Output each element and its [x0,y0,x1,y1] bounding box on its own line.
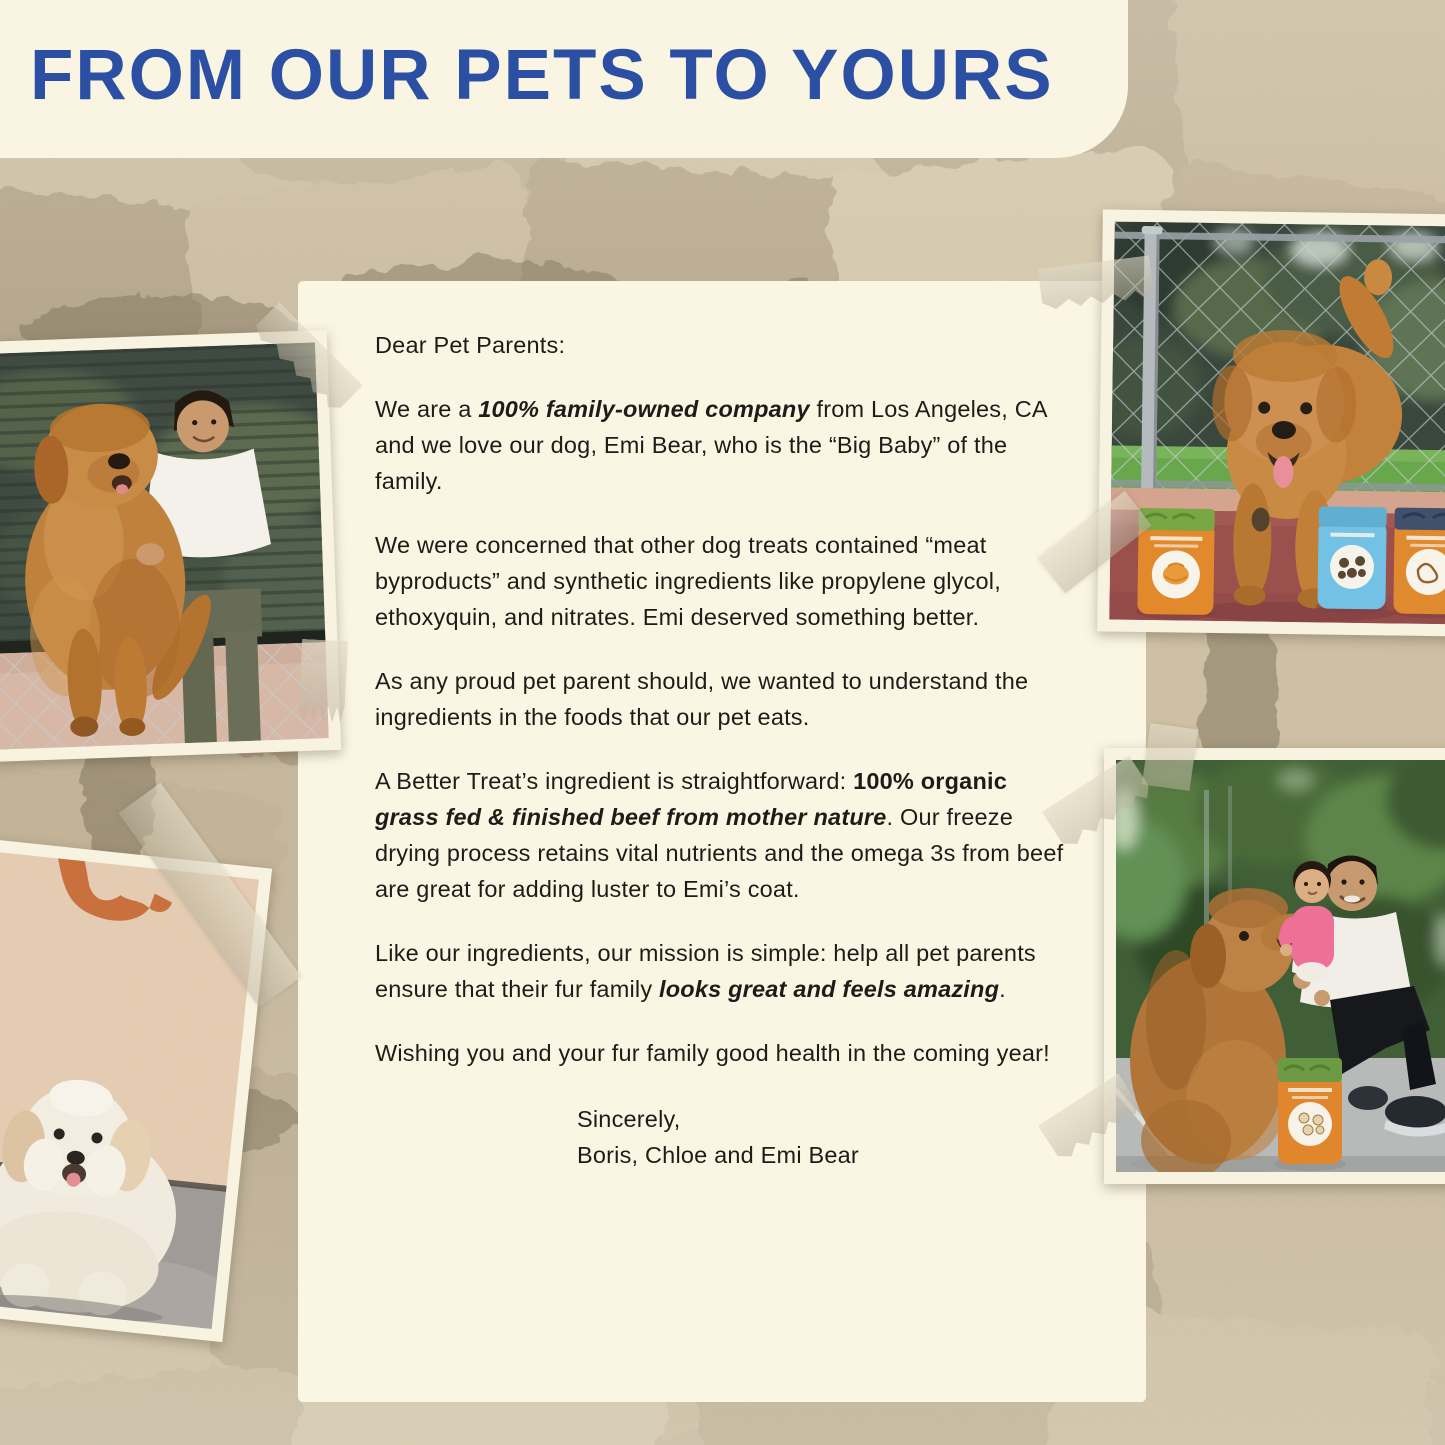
letter-salutation: Dear Pet Parents: [375,332,566,358]
letter-paragraph: Like our ingredients, our mission is simple: help all pet parents ensure that their fur family looks great and feels amazing. [375,940,1036,1002]
letter-body [375,327,1075,1173]
photo-family-image [1116,760,1445,1172]
letter-paragraph: A Better Treat’s ingredient is straightforward: 100% organic grass fed & finished beef from mother nature. Our freeze drying process retains vital nutrients and the omega 3s from beef are great for adding luster to Emi’s coat. [375,768,1064,902]
tape-strip [1142,723,1198,791]
letter-paragraph: We were concerned that other dog treats contained “meat byproducts” and synthetic ingredients like propylene glycol, ethoxyquin, and nitrates. Emi deserved something better. [375,532,1001,630]
photo-family [1104,748,1445,1184]
signature: Boris, Chloe and Emi Bear [577,1142,859,1168]
letter-paragraph: We are a 100% family-owned company from Los Angeles, CA and we love our dog, Emi Bear, who is the “Big Baby” of the family. [375,396,1047,494]
tape-strip [298,639,348,723]
closing-word: Sincerely, [577,1106,681,1132]
page-title: FROM OUR PETS TO YOURS [30,36,1054,115]
letter-paragraph: Wishing you and your fur family good health in the coming year! [375,1040,1050,1066]
photo-dog-with-treat-bags-image [1109,222,1445,625]
letter-closing [577,1101,1075,1173]
header-banner [0,0,1128,158]
letter-paragraph: As any proud pet parent should, we wanted to understand the ingredients in the foods that our pet eats. [375,668,1029,730]
letter-panel [298,281,1146,1402]
photo-man-holding-dog-image [0,342,329,749]
photo-man-holding-dog [0,330,341,762]
